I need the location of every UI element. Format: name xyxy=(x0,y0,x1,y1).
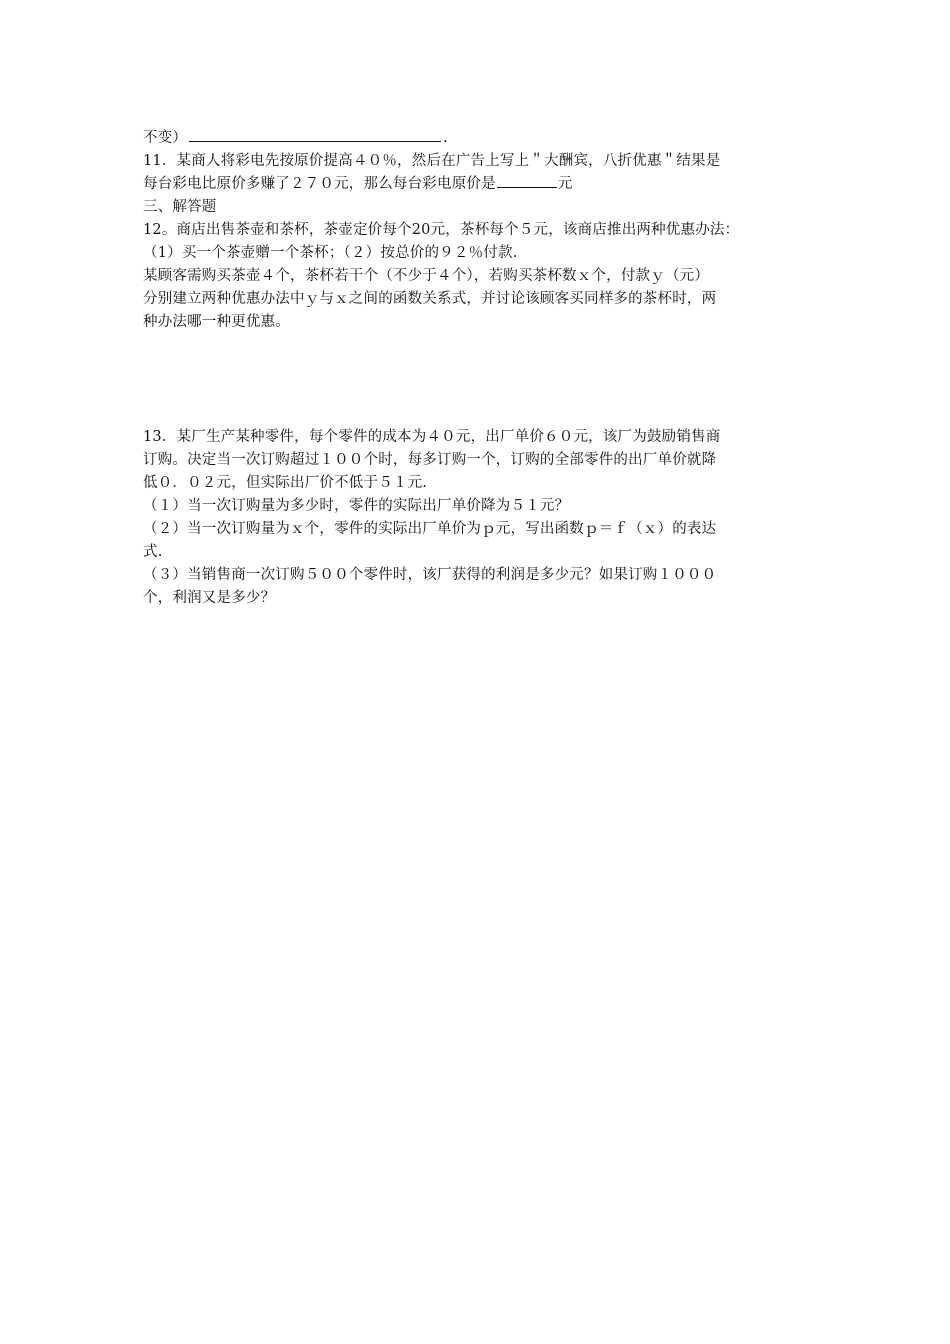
q10-period: . xyxy=(443,130,448,146)
text-line-3 xyxy=(143,173,573,195)
q13-text-line-1: 13．某厂生产某种零件，每个零件的成本为４０元，出厂单价６０元，该厂为鼓励销售商 xyxy=(143,429,721,445)
q13-text-line-3: 低０．０２元，但实际出厂价不低于５１元. xyxy=(143,475,428,491)
q12-text-line-3: 某顾客需购买茶壶４个，茶杯若干个（不少于４个），若购买茶杯数ｘ个，付款ｙ（元） xyxy=(143,268,710,284)
q12-text-line-4: 分别建立两种优惠办法中ｙ与ｘ之间的函数关系式，并讨论该顾客买同样多的茶杯时，两 xyxy=(143,291,717,307)
q13-part3-line-2: 个，利润又是多少？ xyxy=(143,590,276,606)
q13-part3-line-1: （３）当销售商一次订购５００个零件时，该厂获得的利润是多少元？如果订购１０００ xyxy=(143,567,717,583)
text-line-1 xyxy=(143,127,448,149)
q13-text-line-2: 订购。决定当一次订购超过１００个时，每多订购一个，订购的全部零件的出厂单价就降 xyxy=(143,452,717,468)
q12-text-line-1: 12。商店出售茶壶和茶杯，茶壶定价每个20元，茶杯每个５元，该商店推出两种优惠办法： xyxy=(143,222,740,238)
q13-part2-line-2: 式. xyxy=(143,544,163,560)
q10-tail-text: 不变） xyxy=(143,130,188,146)
q12-text-line-2: （1）买一个茶壶赠一个茶杯；（２）按总价的９２％付款. xyxy=(143,245,518,261)
answer-blank-q10 xyxy=(189,127,441,142)
q11-text-line-1: 11．某商人将彩电先按原价提高４０％，然后在广告上写上＂大酬宾，八折优惠＂结果是 xyxy=(143,153,721,169)
answer-blank-q11 xyxy=(497,173,557,188)
section-heading: 三、解答题 xyxy=(143,199,217,215)
q12-text-line-5: 种办法哪一种更优惠。 xyxy=(143,314,290,330)
q13-part1: （１）当一次订购量为多少时，零件的实际出厂单价降为５１元？ xyxy=(143,498,570,514)
q11-unit: 元 xyxy=(557,176,573,192)
q13-part2-line-1: （２）当一次订购量为ｘ个，零件的实际出厂单价为ｐ元，写出函数ｐ＝ｆ（ｘ）的表达 xyxy=(143,521,717,537)
q11-text-line-2: 每台彩电比原价多赚了２７０元，那么每台彩电原价是 xyxy=(143,176,496,192)
